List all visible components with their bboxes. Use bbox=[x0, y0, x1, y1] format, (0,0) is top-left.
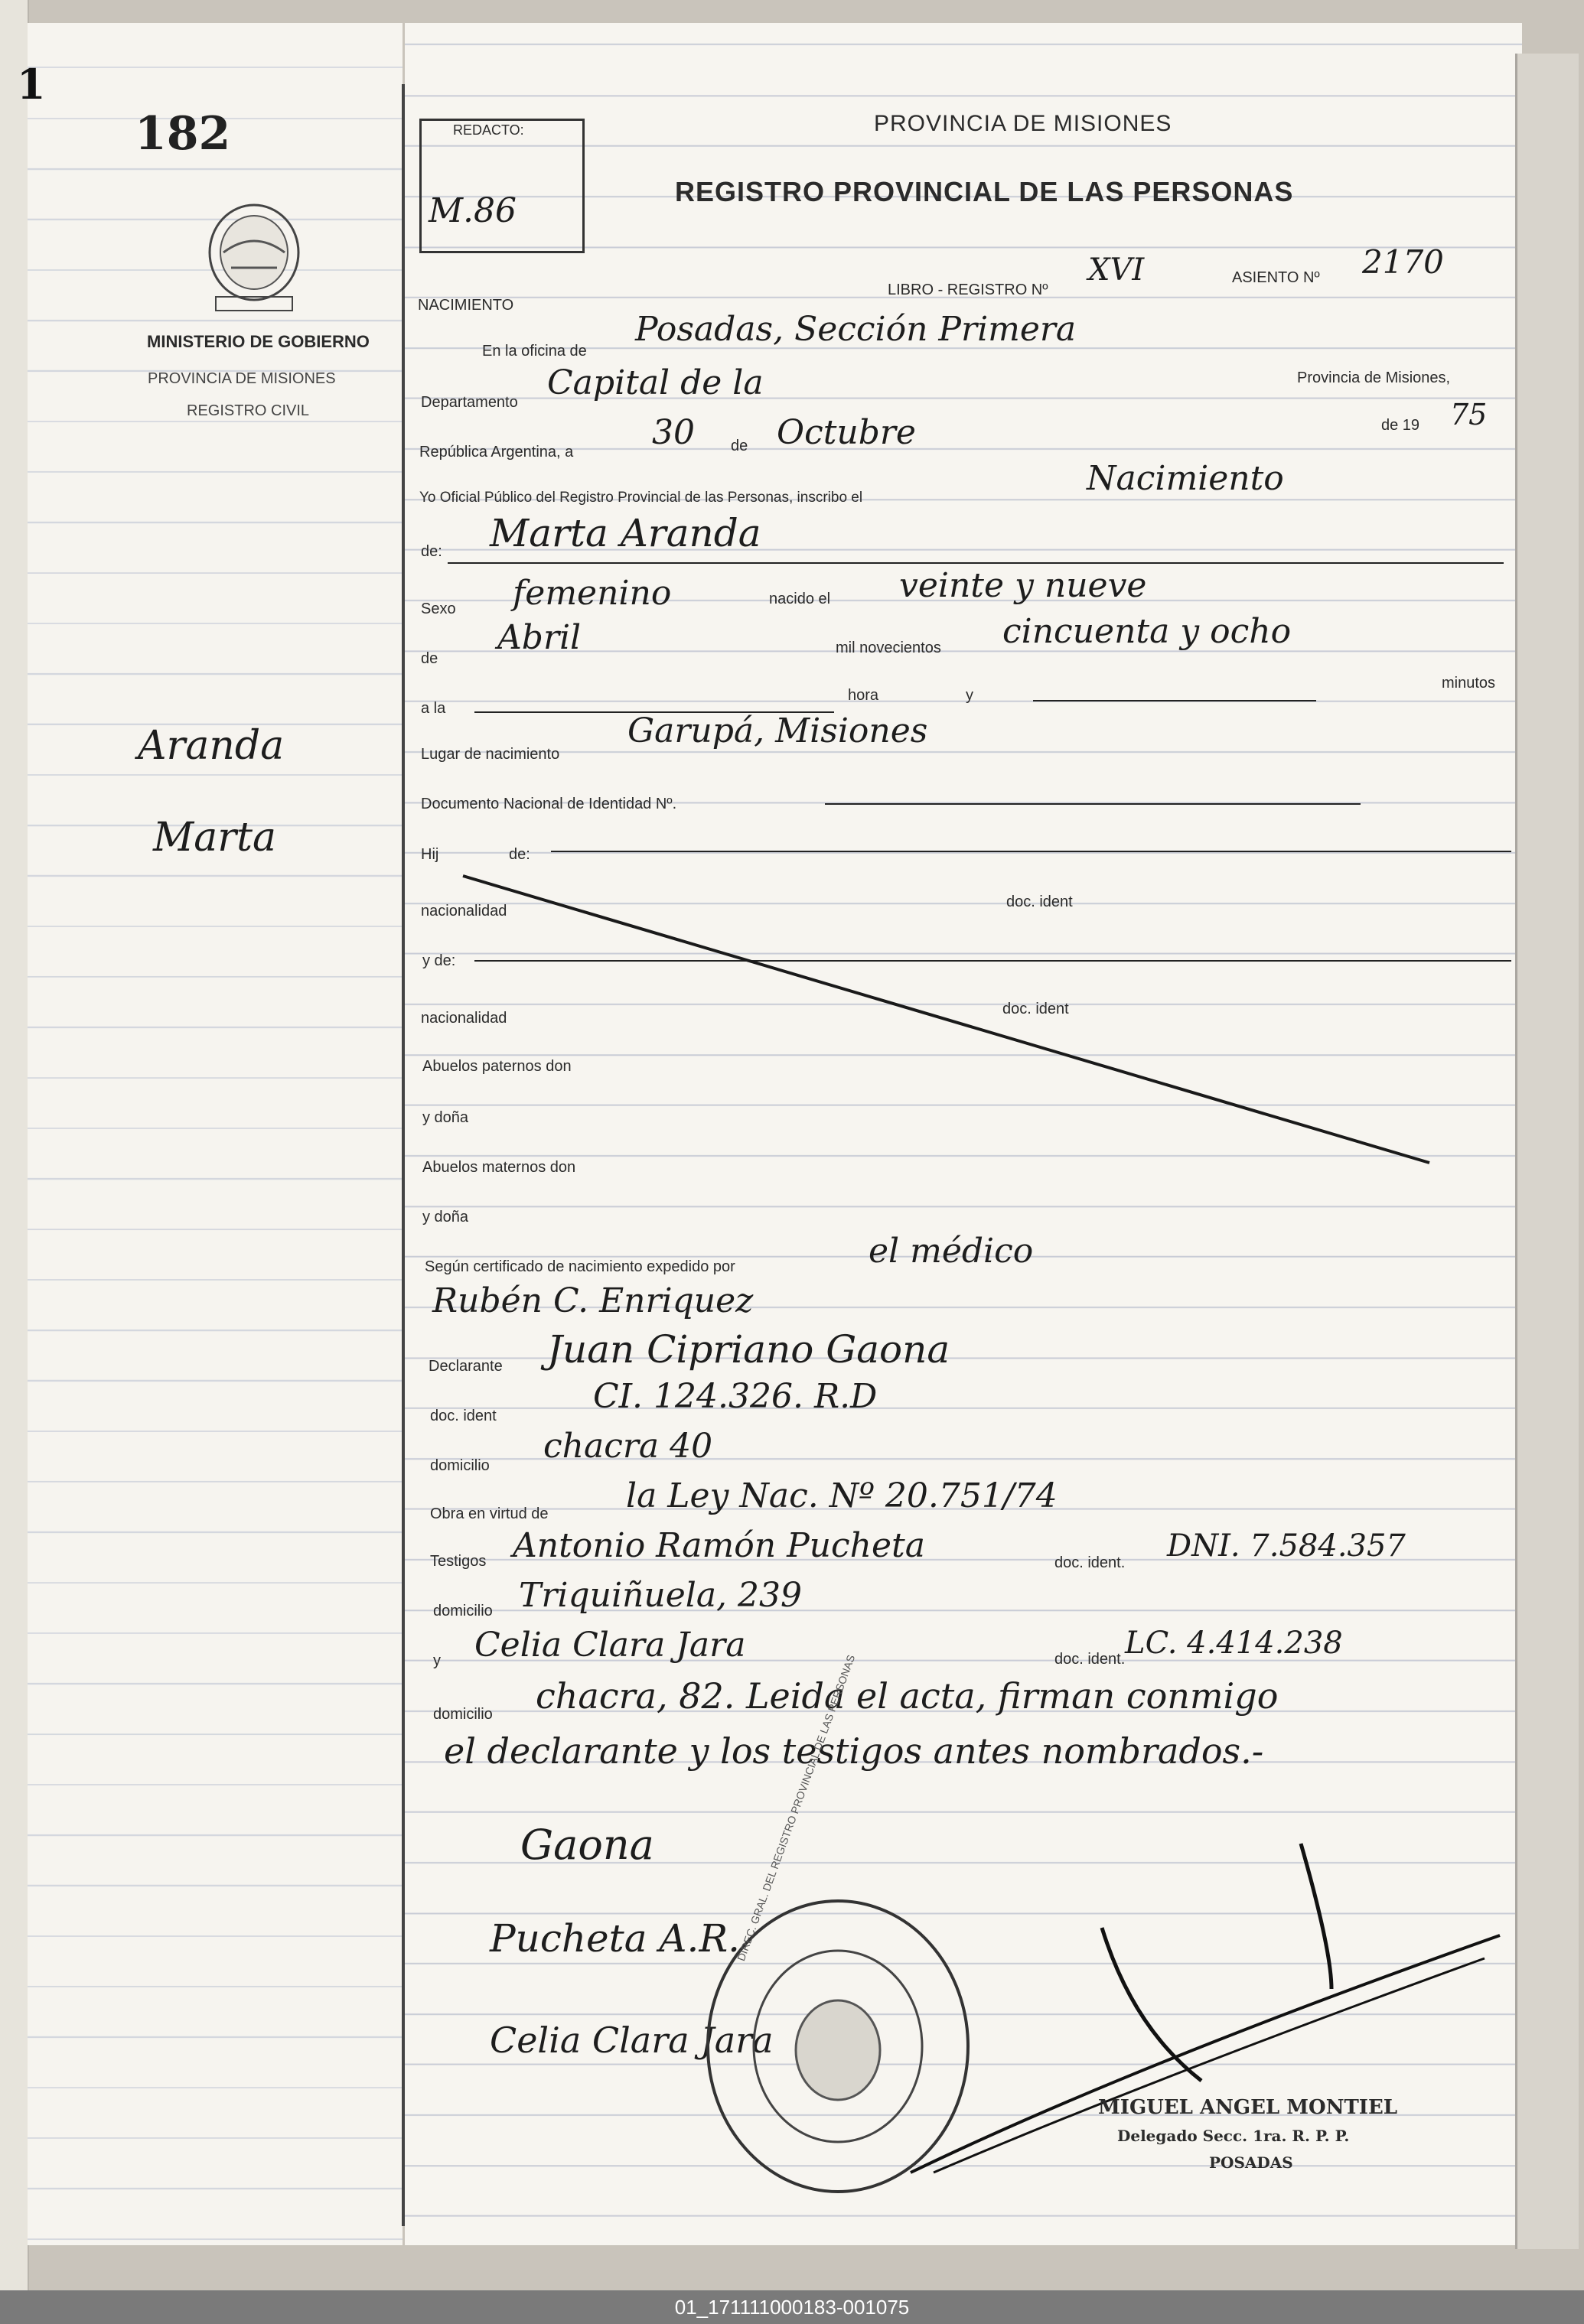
domicilio1-label: domicilio bbox=[430, 1457, 490, 1474]
birth-year-value: cincuenta y ocho bbox=[1002, 612, 1292, 651]
doc-ident5-label: doc. ident. bbox=[1054, 1651, 1126, 1668]
declarante-value: Juan Cipriano Gaona bbox=[547, 1327, 950, 1372]
oficial-value: Nacimiento bbox=[1087, 459, 1284, 498]
mil-label: mil novecientos bbox=[836, 640, 941, 656]
month-value: Octubre bbox=[777, 413, 916, 452]
dona2-label: y doña bbox=[422, 1209, 469, 1225]
sexo-value: femenino bbox=[513, 574, 672, 613]
image-id-footer: 01_171111000183-001075 bbox=[0, 2290, 1584, 2324]
domicilio1-value: chacra 40 bbox=[543, 1427, 713, 1466]
y2-label: y bbox=[433, 1652, 441, 1669]
testigo2-dom: chacra, 82. Leida el acta, firman conmigo bbox=[536, 1675, 1279, 1717]
de2-label: de bbox=[421, 650, 438, 667]
obra-label: Obra en virtud de bbox=[430, 1505, 549, 1522]
nacido-label: nacido el bbox=[769, 591, 831, 607]
corner-number: 1 bbox=[17, 60, 46, 109]
redacto-label: REDACTO: bbox=[453, 122, 524, 138]
testigo1-value: Antonio Ramón Pucheta bbox=[513, 1526, 925, 1565]
day-value: 30 bbox=[652, 413, 695, 452]
province-header: PROVINCIA DE MISIONES bbox=[874, 111, 1172, 136]
domicilio3-label: domicilio bbox=[433, 1706, 493, 1723]
signature-testigo1: Pucheta A.R. bbox=[490, 1916, 740, 1961]
closing-text: el declarante y los testigos antes nombrados.- bbox=[444, 1730, 1264, 1772]
ministry-line2: PROVINCIA DE MISIONES bbox=[148, 370, 336, 387]
y-de-label: y de: bbox=[422, 952, 456, 969]
libro-label: LIBRO - REGISTRO Nº bbox=[888, 282, 1048, 298]
ministry-line1: MINISTERIO DE GOBIERNO bbox=[147, 332, 370, 351]
testigo1-dom: Triquiñuela, 239 bbox=[519, 1576, 803, 1615]
official-name: MIGUEL ANGEL MONTIEL bbox=[1098, 2096, 1398, 2119]
abuelos-paternos-label: Abuelos paternos don bbox=[422, 1058, 572, 1075]
provincia-label: Provincia de Misiones, bbox=[1297, 369, 1451, 386]
coat-of-arms-icon bbox=[200, 191, 308, 321]
obra-value: la Ley Nac. Nº 20.751/74 bbox=[626, 1476, 1058, 1515]
oficina-value: Posadas, Sección Primera bbox=[635, 310, 1077, 349]
record-type: NACIMIENTO bbox=[418, 297, 514, 314]
medico-value: Rubén C. Enriquez bbox=[432, 1281, 754, 1320]
redacto-value: M.86 bbox=[429, 191, 517, 230]
hora-label: hora bbox=[848, 687, 879, 704]
signature-declarante: Gaona bbox=[520, 1821, 654, 1869]
nacionalidad1-label: nacionalidad bbox=[421, 903, 507, 920]
domicilio2-label: domicilio bbox=[433, 1603, 493, 1619]
certificado-label: Según certificado de nacimiento expedido por bbox=[425, 1258, 735, 1275]
year-value: 75 bbox=[1450, 398, 1488, 431]
nacionalidad2-label: nacionalidad bbox=[421, 1010, 507, 1027]
official-city: POSADAS bbox=[1209, 2153, 1293, 2172]
doc-ident3-label: doc. ident bbox=[430, 1408, 497, 1424]
year-label: de 19 bbox=[1381, 417, 1420, 434]
doc-ident1-label: doc. ident bbox=[1006, 893, 1073, 910]
dona1-label: y doña bbox=[422, 1109, 469, 1126]
redacto-box bbox=[419, 119, 585, 253]
testigo2-value: Celia Clara Jara bbox=[474, 1626, 746, 1665]
hij-label: Hij bbox=[421, 846, 439, 863]
minutos-label: minutos bbox=[1442, 675, 1496, 692]
page-number: 182 bbox=[135, 107, 231, 161]
margin-surname: Aranda bbox=[138, 723, 285, 769]
strike-line bbox=[459, 872, 1439, 1170]
oficial-label: Yo Oficial Público del Registro Provincial de las Personas, inscribo el bbox=[419, 490, 863, 506]
margin-column bbox=[28, 23, 403, 2245]
margin-name: Marta bbox=[153, 815, 277, 861]
ministry-line3: REGISTRO CIVIL bbox=[187, 402, 310, 419]
birth-month-value: Abril bbox=[497, 618, 582, 657]
persona-value: Marta Aranda bbox=[490, 511, 761, 555]
testigo2-doc: LC. 4.414.238 bbox=[1125, 1626, 1343, 1661]
padre-line bbox=[551, 851, 1511, 852]
registry-title: REGISTRO PROVINCIAL DE LAS PERSONAS bbox=[675, 176, 1294, 207]
persona-label: de: bbox=[421, 543, 442, 560]
minutos-line bbox=[1033, 700, 1316, 701]
dni-label: Documento Nacional de Identidad Nº. bbox=[421, 796, 677, 812]
de3-label: de: bbox=[509, 846, 530, 863]
oficina-label: En la oficina de bbox=[482, 343, 587, 360]
y-label: y bbox=[966, 687, 973, 704]
declarante-label: Declarante bbox=[429, 1358, 503, 1375]
page-edge bbox=[1515, 54, 1579, 2249]
nacido-value: veinte y nueve bbox=[899, 566, 1147, 605]
certificado-value: el médico bbox=[869, 1232, 1034, 1271]
libro-value: XVI bbox=[1088, 252, 1145, 288]
official-role: Delegado Secc. 1ra. R. P. P. bbox=[1117, 2127, 1350, 2145]
lugar-label: Lugar de nacimiento bbox=[421, 746, 560, 763]
binder-edge bbox=[0, 0, 29, 2295]
testigo1-doc: DNI. 7.584.357 bbox=[1167, 1528, 1406, 1564]
sexo-label: Sexo bbox=[421, 601, 456, 617]
seal-text: DIREC. GRAL. DEL REGISTRO PROVINCIAL DE LAS PERSONAS bbox=[735, 1653, 858, 1963]
abuelos-maternos-label: Abuelos maternos don bbox=[422, 1159, 576, 1176]
lugar-value: Garupá, Misiones bbox=[627, 711, 928, 750]
departamento-label: Departamento bbox=[421, 394, 518, 411]
dni-line bbox=[825, 803, 1361, 805]
testigos-label: Testigos bbox=[430, 1553, 487, 1570]
persona-line bbox=[448, 562, 1504, 564]
signature-testigo2: Celia Clara Jara bbox=[490, 2020, 774, 2061]
departamento-value: Capital de la bbox=[547, 363, 764, 402]
asiento-label: ASIENTO Nº bbox=[1232, 269, 1320, 286]
doc-ident4-label: doc. ident. bbox=[1054, 1554, 1126, 1571]
asiento-value: 2170 bbox=[1362, 243, 1444, 281]
a-la-label: a la bbox=[421, 700, 446, 717]
de-label: de bbox=[731, 438, 748, 454]
margin-rule bbox=[402, 84, 405, 2226]
declarante-doc: CI. 124.326. R.D bbox=[593, 1377, 878, 1416]
doc-ident2-label: doc. ident bbox=[1002, 1001, 1069, 1017]
republica-label: República Argentina, a bbox=[419, 444, 574, 461]
